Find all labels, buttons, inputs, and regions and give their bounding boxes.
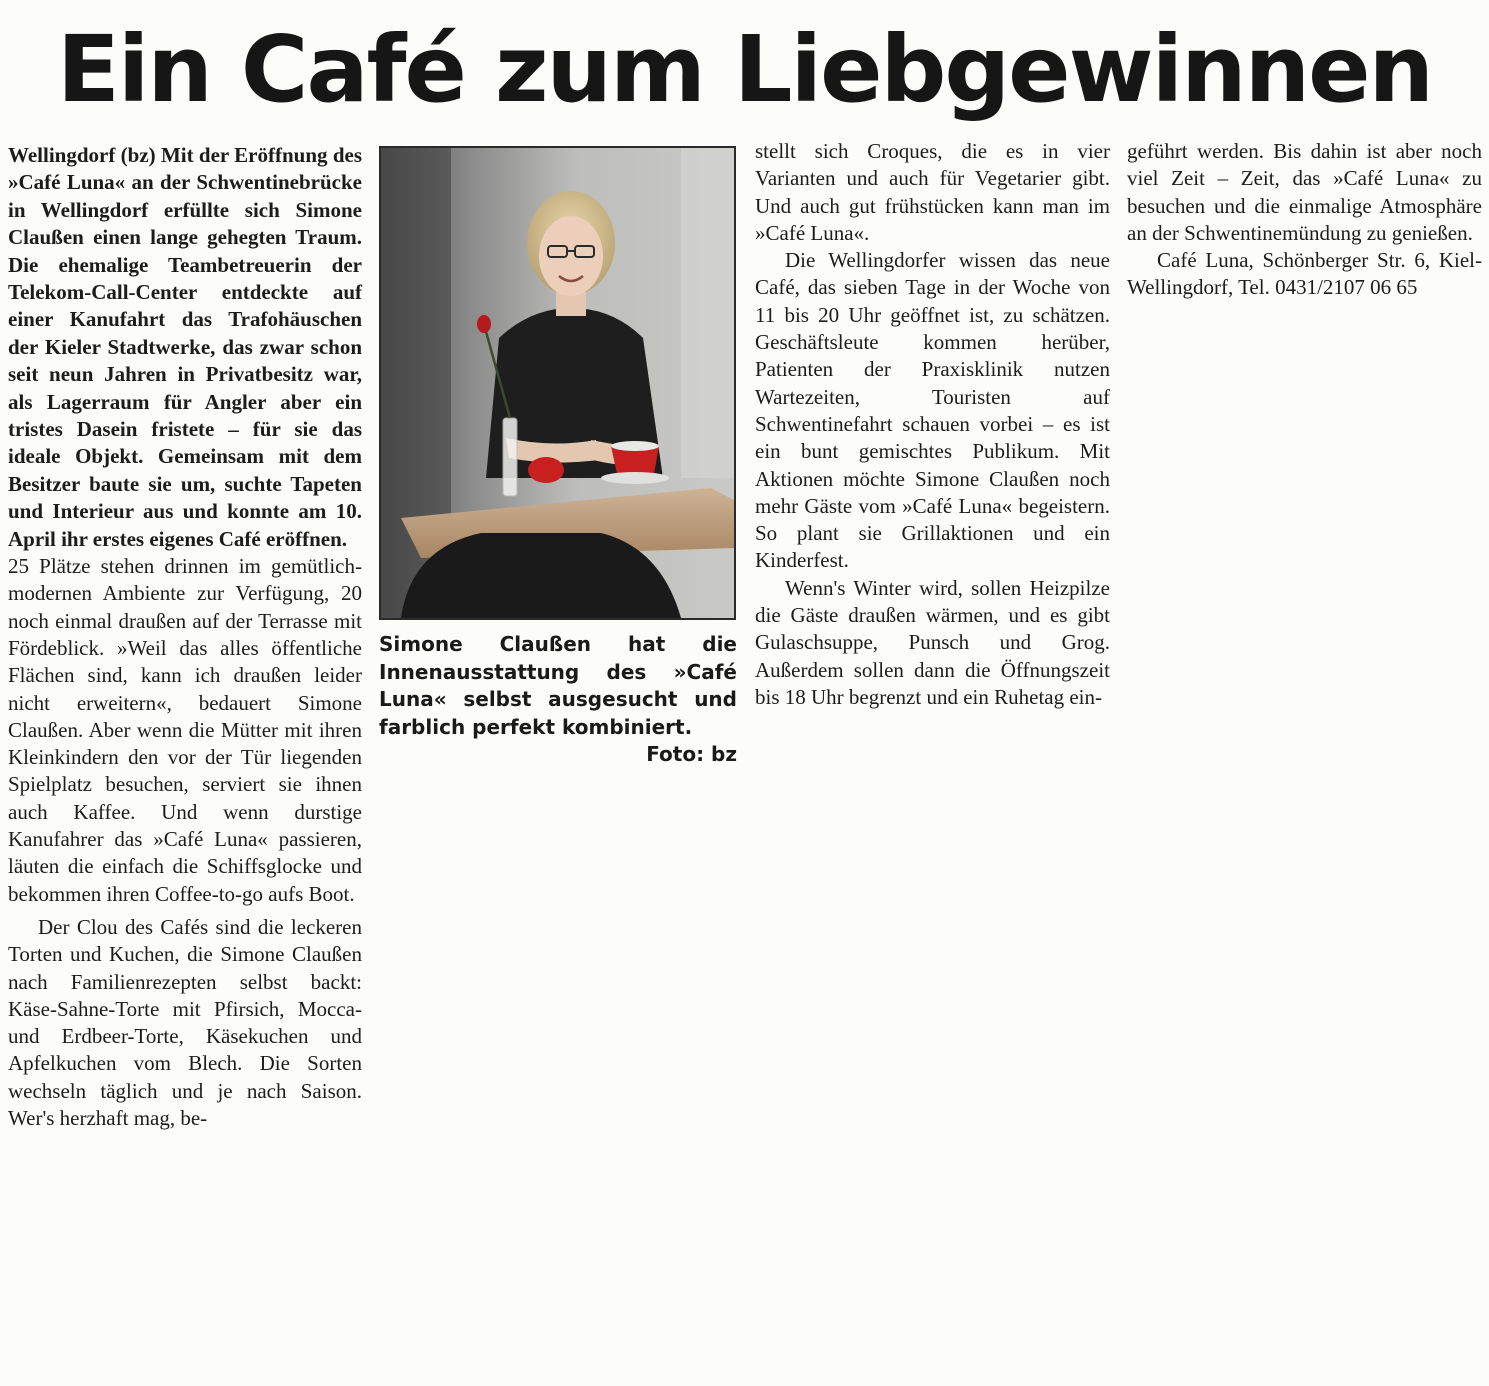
- article-column-3: [755, 138, 1110, 711]
- photo-credit: Foto: bz: [646, 742, 737, 766]
- body-paragraph: 25 Plätze stehen drinnen im gemütlich-modernen Ambiente zur Verfügung, 20 noch einmal draußen auf der Terrasse mit Fördeblick. »Weil das alles öffentliche Flächen sind, kann ich draußen leider nicht erweitern«, bedauert Simone Claußen. Aber wenn die Mütter mit ihren Kleinkindern den vor der Tür liegenden Spielplatz besuchen, serviert sie ihnen auch Kaffee. Und wenn durstige Kanufahrer das »Café Luna« passieren, läuten die einfach die Schiffsglocke und bekommen ihren Coffee-to-go aufs Boot.: [8, 554, 362, 906]
- photo-caption: Simone Claußen hat die Innenausstattung des »Café Luna« selbst ausgesucht und farblich perfekt kombiniert.: [379, 632, 737, 739]
- body-paragraph: geführt werden. Bis dahin ist aber noch viel Zeit – Zeit, das »Café Luna« zu besuchen und die einmalige Atmosphäre an der Schwentinemündung zu genießen.: [1127, 139, 1482, 245]
- body-paragraph: stellt sich Croques, die es in vier Varianten und auch für Vegetarier gibt. Und auch gut frühstücken kann man im »Café Luna«.: [755, 139, 1110, 245]
- article-column-4: [1127, 138, 1482, 302]
- body-paragraph: Die Wellingdorfer wissen das neue Café, das sieben Tage in der Woche von 11 bis 20 Uhr geöffnet ist, zu schätzen. Geschäftsleute kommen herüber, Patienten der Praxisklinik nutzen Wartezeiten, Touristen auf Schwentinefahrt schauen vorbei – es ist ein bunt gemischtes Publikum. Mit Aktionen möchte Simone Claußen noch mehr Gäste vom »Café Luna« begeistern. So plant sie Grillaktionen und ein Kinderfest.: [755, 248, 1110, 573]
- body-paragraph: Wenn's Winter wird, sollen Heizpilze die Gäste draußen wärmen, und es gibt Gulaschsuppe, Punsch und Grog. Außerdem sollen dann die Öffnungszeit bis 18 Uhr begrenzt und ein Ruhetag ein-: [755, 575, 1110, 709]
- address-line: Café Luna, Schönberger Str. 6, Kiel-Wellingdorf, Tel. 0431/2107 06 65: [1127, 248, 1482, 300]
- article-column-1: [8, 142, 362, 1132]
- body-paragraph: Der Clou des Cafés sind die leckeren Torten und Kuchen, die Simone Claußen nach Familienrezepten selbst backt: Käse-Sahne-Torte mit Pfirsich, Mocca- und Erdbeer-Torte, Käsekuchen und Apfelkuchen vom Blech. Die Sorten wechseln täglich und je nach Saison. Wer's herzhaft mag, be-: [8, 914, 362, 1131]
- lead-paragraph: Wellingdorf (bz) Mit der Eröffnung des »Café Luna« an der Schwentinebrücke in Wellingdorf erfüllte sich Simone Claußen einen lange gehegten Traum. Die ehemalige Teambetreuerin der Telekom-Call-Center entdeckte auf einer Kanufahrt das Trafohäuschen der Kieler Stadtwerke, das zwar schon seit neun Jahren in Privatbesitz war, als Lagerraum für Angler aber ein tristes Dasein fristete – für sie das ideale Objekt. Gemeinsam mit dem Besitzer baute sie um, suchte Tapeten und Interieur aus und konnte am 10. April ihr erstes eigenes Café eröffnen.: [8, 143, 362, 551]
- headline: Ein Café zum Liebgewinnen: [57, 16, 1432, 123]
- cafe-photo: [379, 146, 736, 620]
